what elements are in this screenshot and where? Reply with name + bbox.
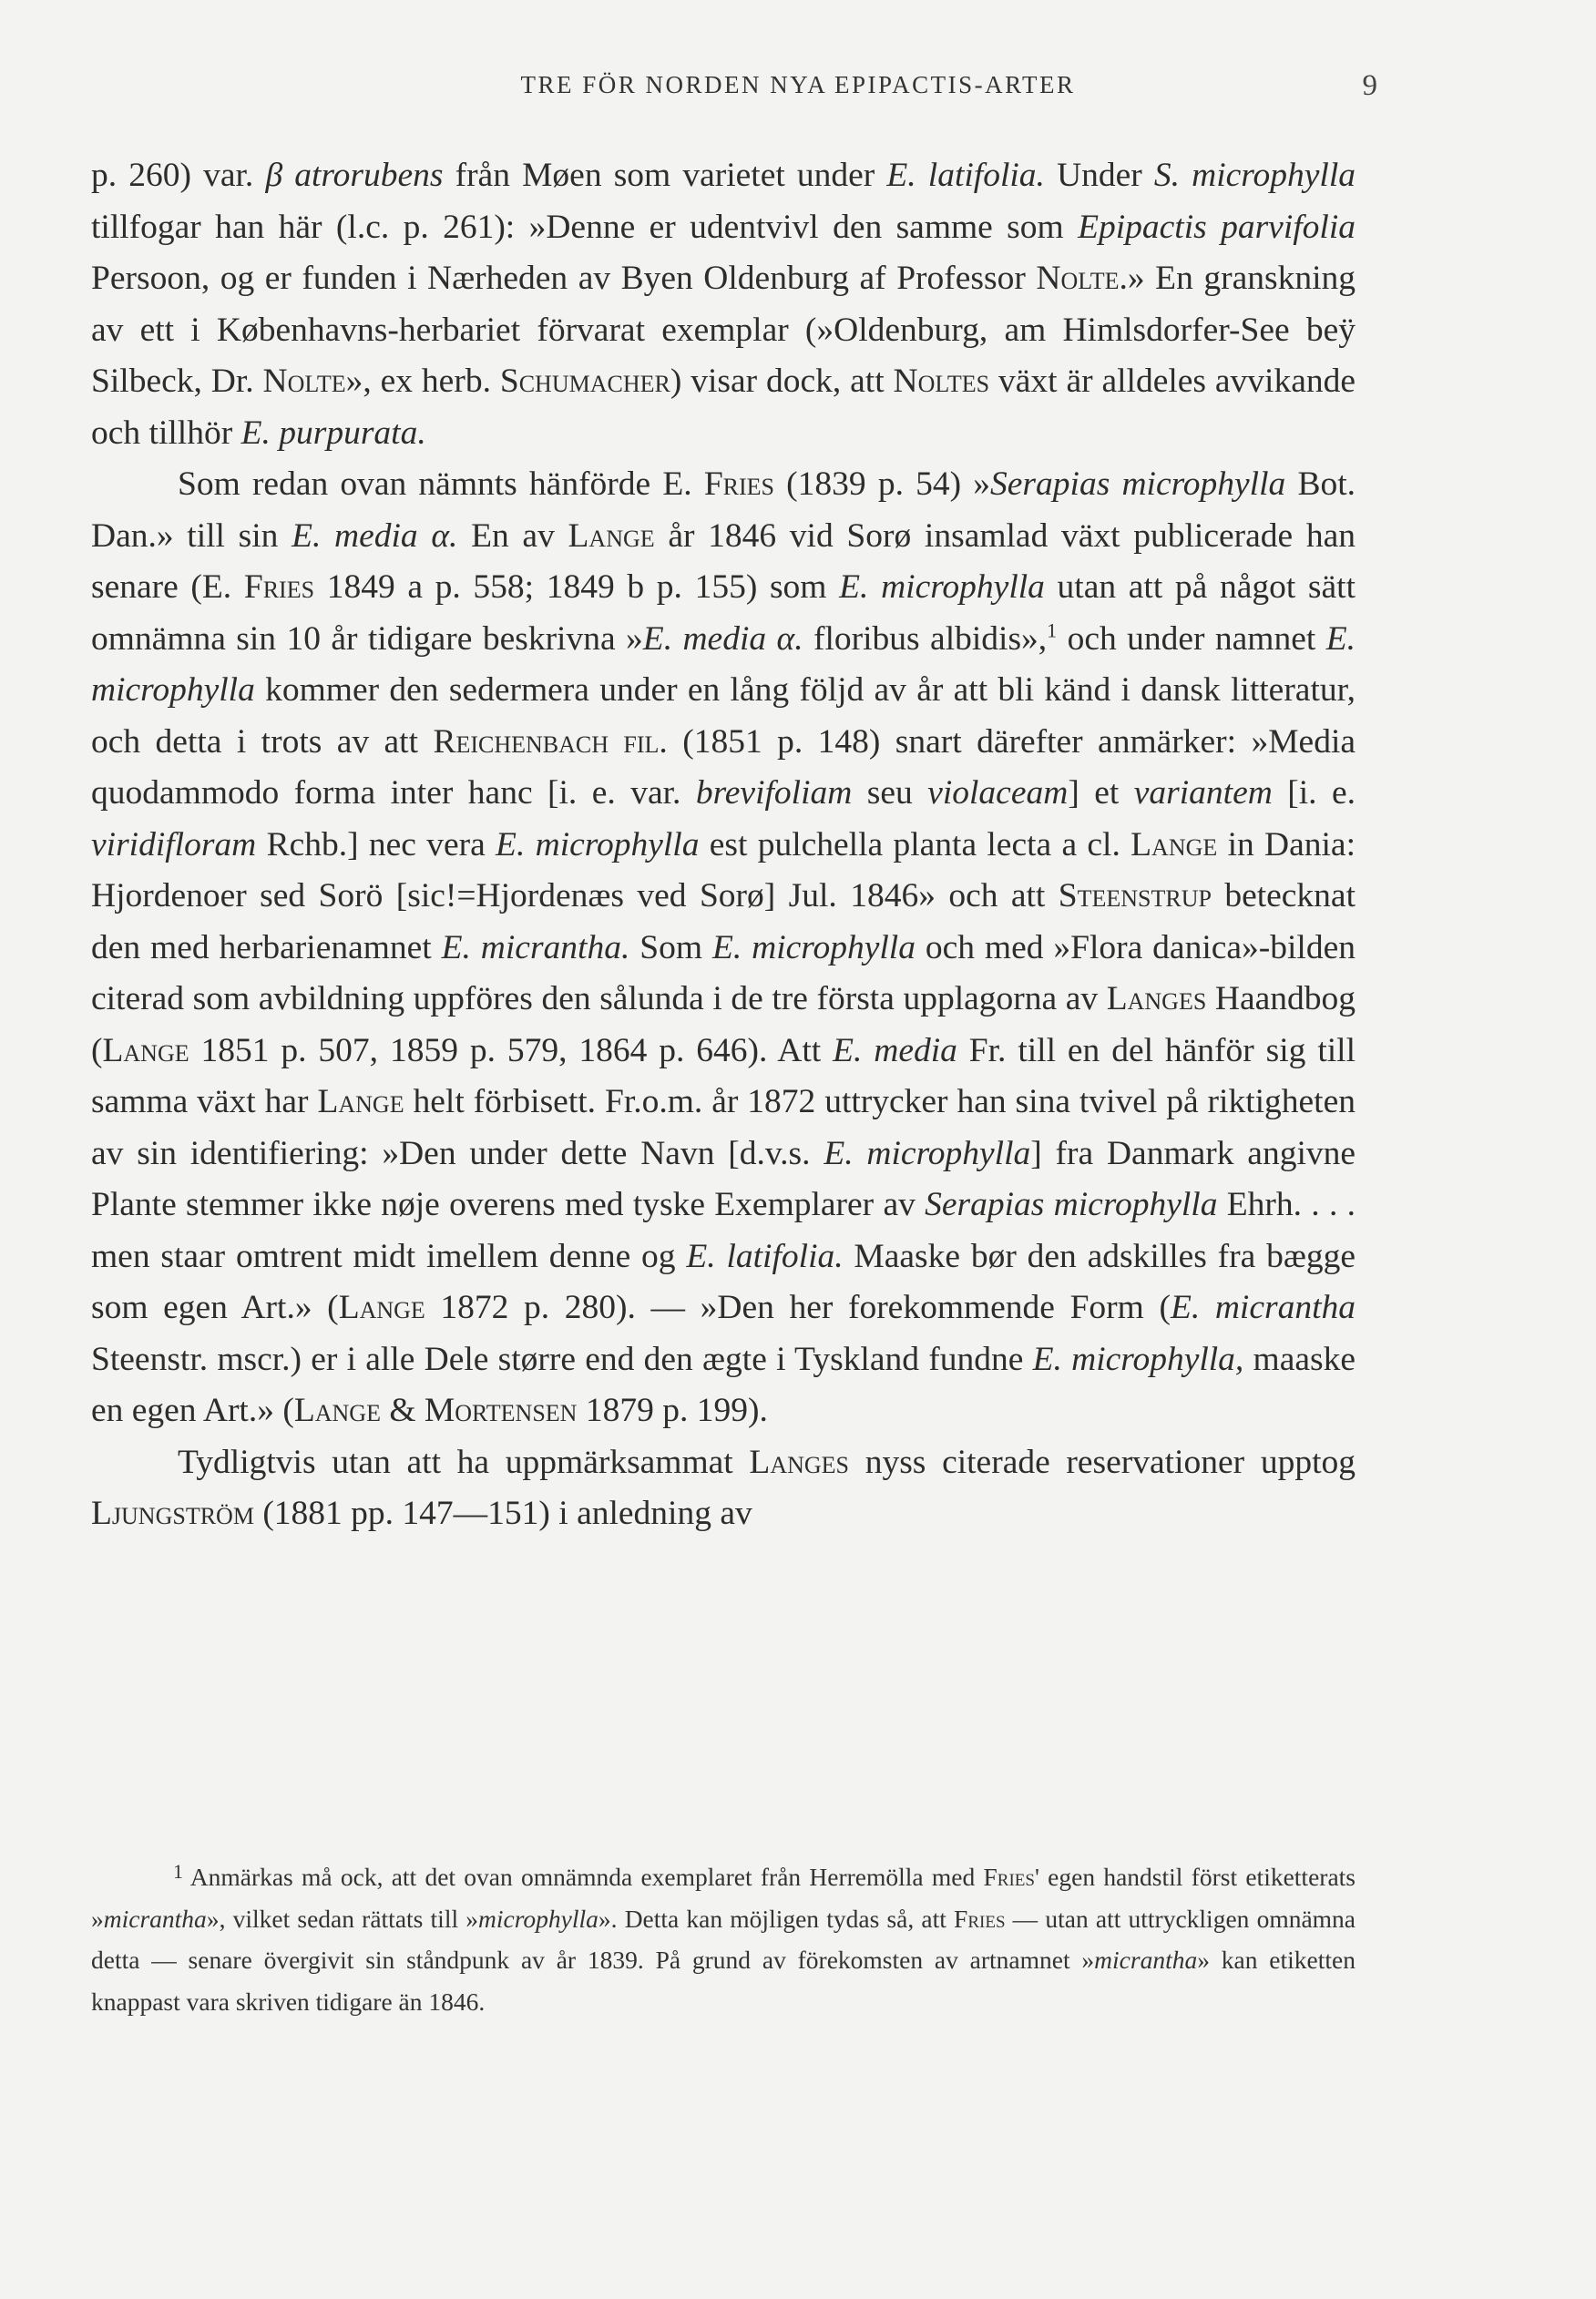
- taxon-name: Epipactis parvifolia: [1078, 208, 1356, 246]
- author-name: Lange: [317, 1083, 404, 1120]
- body-text: [91, 150, 1356, 1540]
- author-name: Fries: [703, 465, 775, 503]
- taxon-name: E. media: [833, 1031, 957, 1069]
- author-name: Mortensen: [424, 1392, 578, 1429]
- taxon-name: E. latifolia.: [886, 157, 1045, 194]
- taxon-name: E. microphylla: [711, 928, 916, 966]
- running-head: [0, 71, 1596, 107]
- footnote-1: $^1$ Anmärkas må ock, att det ovan omnämnda exemplaret från Herremölla med Fries' egen handstil först etiketterats »micrantha», vilket sedan rättats till »microphylla». Detta kan möjligen tydas så, att Fries — utan att uttryckligen omnämna detta — senare övergivit sin ståndpunk av år 1839. På grund av förekomsten av artnamnet »micrantha» kan etiketten knappast vara skriven tidigare än 1846.: [91, 1860, 1356, 2016]
- taxon-name: viridifloram: [91, 825, 257, 863]
- taxon-name: violaceam: [927, 774, 1069, 812]
- footnotes: [91, 1851, 1356, 2022]
- author-name: Langes: [749, 1443, 849, 1481]
- taxon-name: E. latifolia.: [686, 1237, 844, 1275]
- author-name: Ljungström: [91, 1495, 254, 1532]
- author-name: Fries: [954, 1904, 1006, 1933]
- taxon-name: E. microphylla: [839, 568, 1045, 606]
- author-name: Fries: [243, 568, 315, 606]
- running-title: TRE FÖR NORDEN NYA EPIPACTIS-ARTER: [520, 71, 1076, 98]
- author-name: Lange: [338, 1289, 425, 1326]
- author-name: Lange: [293, 1392, 381, 1429]
- taxon-name: E. media α.: [642, 619, 803, 658]
- author-name: Fries: [983, 1863, 1035, 1891]
- taxon-name: E. microphylla: [91, 619, 1356, 709]
- paragraph-1: p. 260) var. β atrorubens från Møen som varietet under E. latifolia. Under S. microphylla tillfogar han här (l.c. p. 261): »Denne er udentvivl den samme som Epipactis parvifolia Persoon, og er funden i Nærheden av Byen Oldenburg af Professor Nolte.» En granskning av ett i Københavns-herbariet förvarat exemplar (»Oldenburg, am Himlsdorfer-See beÿ Silbeck, Dr. Nolte», ex herb. Schumacher) visar dock, att Noltes växt är alldeles avvikande och tillhör E. purpurata.: [91, 157, 1356, 452]
- author-name: Schumacher: [499, 363, 670, 400]
- taxon-name: Serapias microphylla: [925, 1186, 1218, 1223]
- taxon-name: brevifoliam: [695, 774, 853, 812]
- taxon-name: E. media α.: [292, 516, 458, 555]
- author-name: Nolte: [1036, 260, 1120, 297]
- paragraph-2: Som redan ovan nämnts hänförde E. Fries (1839 p. 54) »Serapias microphylla Bot. Dan.» till sin E. media α. En av Lange år 1846 vid Sorø insamlad växt publicerade han senare (E. Fries 1849 a p. 558; 1849 b p. 155) som E. microphylla utan att på något sätt omnämna sin 10 år tidigare beskrivna »E. media α. floribus albidis»,$^1$ och under namnet E. microphylla kommer den sedermera under en lång följd av år att bli känd i dansk litteratur, och detta i trots av att Reichenbach fil. (1851 p. 148) snart därefter anmärker: »Media quodammodo forma inter hanc [i. e. var. brevifoliam seu violaceam] et variantem [i. e. viridifloram Rchb.] nec vera E. microphylla est pulchella planta lecta a cl. Lange in Dania: Hjordenoer sed Sorö [sic!=Hjordenæs ved Sorø] Jul. 1846» och att Steenstrup betecknat den med herbarienamnet E. micrantha. Som E. microphylla och med »Flora danica»-bilden citerad som avbildning uppföres den sålunda i de tre första upplagorna av Langes Haandbog (Lange 1851 p. 507, 1859 p. 579, 1864 p. 646). Att E. media Fr. till en del hänför sig till samma växt har Lange helt förbisett. Fr.o.m. år 1872 uttrycker han sina tvivel på riktigheten av sin identifiering: »Den under dette Navn [d.v.s. E. microphylla] fra Danmark angivne Plante stemmer ikke nøje overens med tyske Exemplarer av Serapias microphylla Ehrh. . . . men staar omtrent midt imellem denne og E. latifolia. Maaske bør den adskilles fra bægge som egen Art.» (Lange 1872 p. 280). — »Den her forekommende Form (E. micrantha Steenstr. mscr.) er i alle Dele større end den ægte i Tyskland fundne E. microphylla, maaske en egen Art.» (Lange & Mortensen 1879 p. 199).: [91, 465, 1356, 1429]
- taxon-name: micrantha: [103, 1904, 207, 1933]
- taxon-name: S. microphylla: [1153, 157, 1356, 194]
- author-name: Reichenbach fil.: [433, 722, 668, 761]
- taxon-name: variantem: [1133, 774, 1273, 812]
- taxon-name: micrantha: [1094, 1946, 1198, 1974]
- taxon-name: E. microphylla: [824, 1134, 1031, 1172]
- author-name: Lange: [568, 516, 655, 555]
- taxon-name: E. micrantha: [1170, 1289, 1356, 1326]
- author-name: Nolte: [262, 363, 346, 400]
- footnote-marker: 1: [173, 1860, 183, 1883]
- author-name: Langes: [1106, 980, 1207, 1017]
- paragraph-3: Tydligtvis utan att ha uppmärksammat Langes nyss citerade reservationer upptog Ljungström (1881 pp. 147—151) i anledning av: [91, 1443, 1356, 1532]
- taxon-name: Serapias microphylla: [990, 465, 1286, 503]
- author-name: Lange: [1130, 825, 1218, 863]
- author-name: Noltes: [893, 363, 990, 400]
- taxon-name: E. microphylla,: [1032, 1340, 1244, 1378]
- footnote-reference[interactable]: 1: [1047, 618, 1058, 641]
- taxon-name: β atrorubens: [265, 157, 444, 194]
- author-name: Steenstrup: [1058, 877, 1212, 914]
- taxon-name: E. microphylla: [496, 825, 700, 863]
- page-number: 9: [1362, 69, 1377, 102]
- taxon-name: E. micrantha.: [441, 928, 630, 966]
- taxon-name: microphylla: [478, 1904, 598, 1933]
- taxon-name: E. purpurata.: [240, 414, 426, 452]
- author-name: Lange: [102, 1031, 189, 1069]
